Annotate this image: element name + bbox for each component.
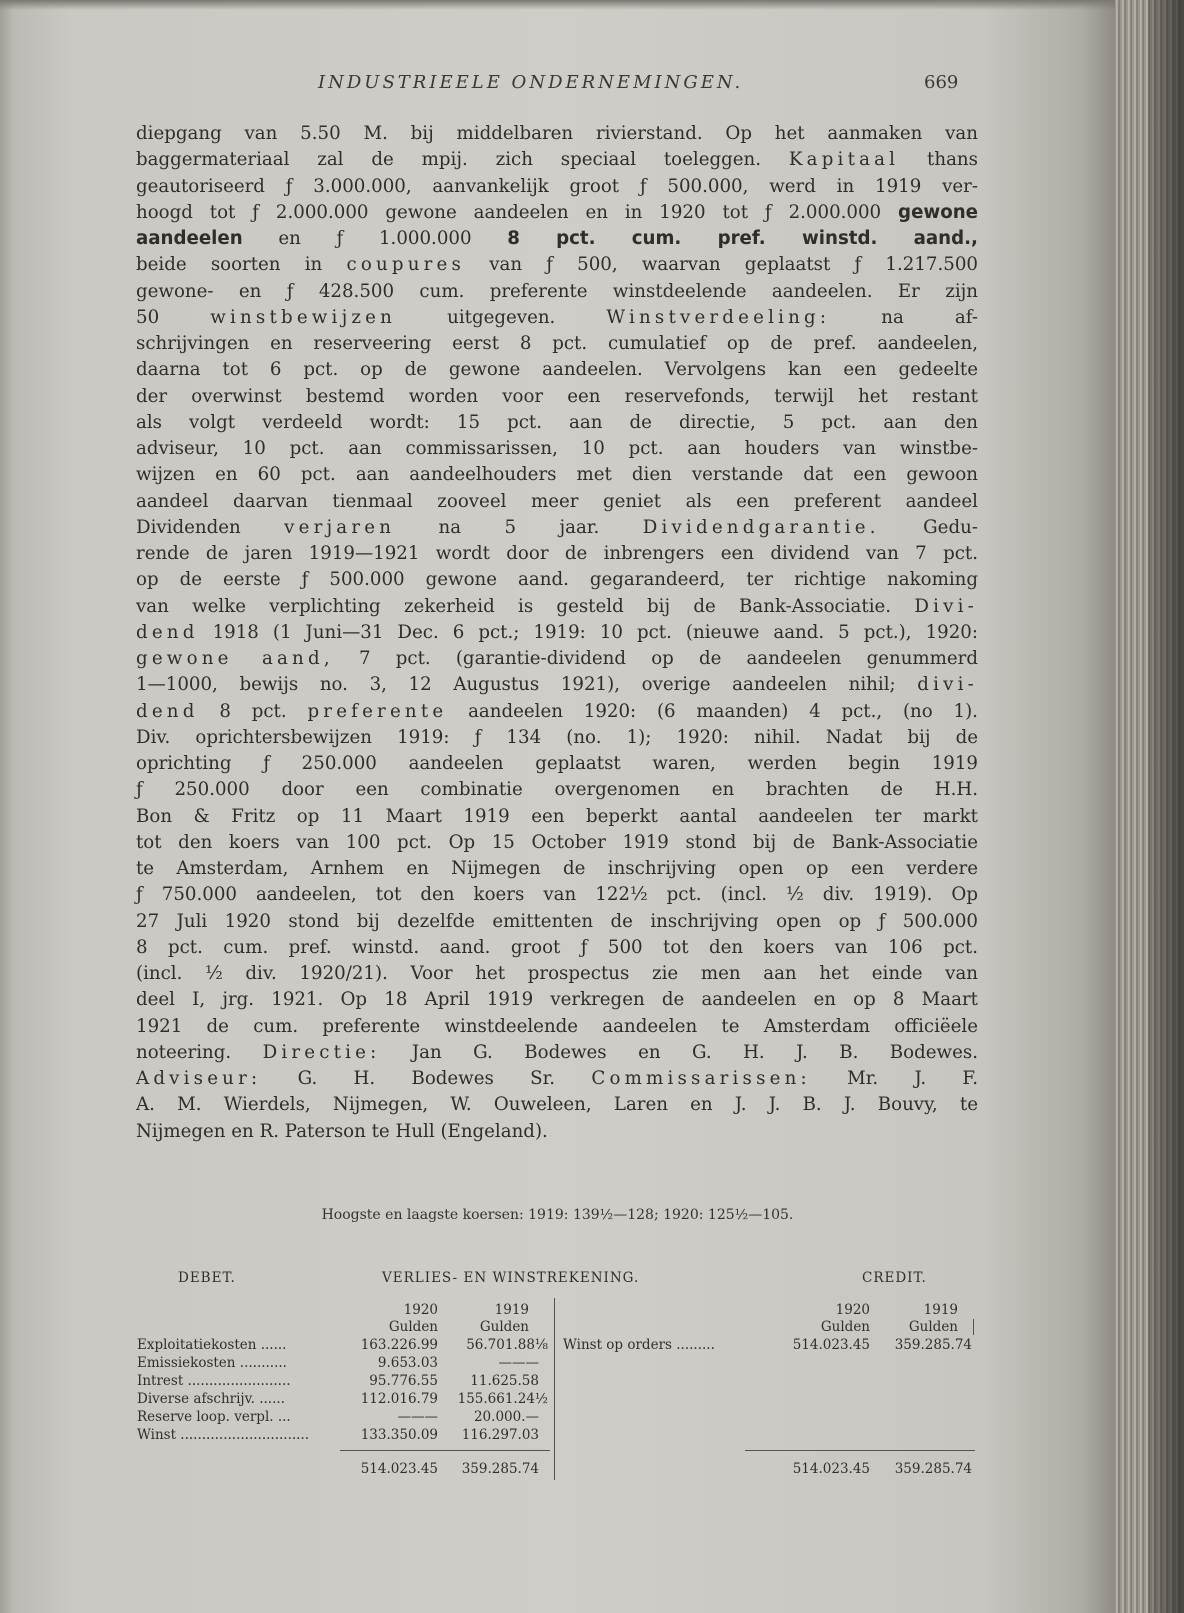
debit-row-label: Winst ..............................: [137, 1427, 310, 1443]
debit-year-1919: 1919: [494, 1302, 529, 1318]
debit-row-1920: 163.226.99: [360, 1337, 438, 1353]
debit-row-label: Intrest ........................: [137, 1373, 291, 1389]
text-line: 8 pct. cum. pref. winstd. aand. groot ƒ 500 tot den koers van 106 pct.: [136, 936, 978, 958]
text-line: 27 Juli 1920 stond bij dezelfde emittenten de inschrijving open op ƒ 500.000: [136, 910, 978, 932]
debit-row-1920: 112.016.79: [360, 1391, 438, 1407]
debit-row-1919: 11.625.58: [470, 1373, 539, 1389]
debit-row-label: Reserve loop. verpl. ...: [137, 1409, 291, 1425]
debit-row-label: Emissiekosten ...........: [137, 1355, 287, 1371]
debit-total-1919: 359.285.74: [461, 1461, 539, 1477]
credit-year-1920: 1920: [835, 1302, 870, 1318]
text-line: diepgang van 5.50 M. bij middelbaren rivierstand. Op het aanmaken van: [136, 123, 978, 144]
text-line: Dividenden verjaren na 5 jaar. Dividendgarantie. Gedu-: [136, 516, 978, 538]
text-line: Bon & Fritz op 11 Maart 1919 een beperkt aantal aandeelen ter markt: [136, 805, 978, 827]
debit-row-1920: 95.776.55: [369, 1373, 438, 1389]
debit-row-1920: ———: [397, 1409, 438, 1425]
debit-row-1919: 155.661.24½: [457, 1391, 548, 1407]
text-line: oprichting ƒ 250.000 aandeelen geplaatst waren, werden begin 1919: [136, 753, 978, 774]
text-line: dend 8 pct. preferente aandeelen 1920: (6 maanden) 4 pct., (no 1).: [136, 700, 978, 722]
debit-row-1920: 133.350.09: [360, 1427, 438, 1443]
text-line: aandeelen en ƒ 1.000.000 8 pct. cum. pref. winstd. aand.,: [136, 228, 978, 249]
debit-row-1920: 9.653.03: [377, 1355, 438, 1371]
text-line: ƒ 250.000 door een combinatie overgenomen en brachten de H.H.: [136, 779, 978, 801]
text-line: der overwinst bestemd worden voor een reservefonds, terwijl het restant: [136, 385, 978, 407]
text-line: (incl. ½ div. 1920/21). Voor het prospectus zie men aan het einde van: [136, 963, 978, 984]
credit-total-1919: 359.285.74: [894, 1461, 972, 1477]
column-divider: [554, 1298, 555, 1480]
text-line: op de eerste ƒ 500.000 gewone aand. gegarandeerd, ter richtige nakoming: [136, 569, 978, 591]
debit-row-1919: 20.000.—: [473, 1409, 539, 1425]
text-line: deel I, jrg. 1921. Op 18 April 1919 verkregen de aandeelen en op 8 Maart: [136, 989, 978, 1011]
text-line: beide soorten in coupures van ƒ 500, waarvan geplaatst ƒ 1.217.500: [136, 254, 978, 276]
credit-total-rule: [745, 1450, 975, 1451]
page-number: 669: [924, 72, 959, 93]
text-line: tot den koers van 100 pct. Op 15 October 1919 stond bij de Bank-Associatie: [136, 831, 978, 853]
text-line: wijzen en 60 pct. aan aandeelhouders met dien verstande dat een gewoon: [136, 464, 978, 486]
debit-total-rule: [340, 1450, 550, 1451]
debit-row-1919: ———: [498, 1355, 539, 1371]
debit-row-1919: 116.297.03: [461, 1427, 539, 1443]
debit-year-1920: 1920: [403, 1302, 438, 1318]
debit-row-1919: 56.701.88⅛: [466, 1337, 548, 1353]
text-line: dend 1918 (1 Juni—31 Dec. 6 pct.; 1919: 10 pct. (nieuwe aand. 5 pct.), 1920:: [136, 621, 978, 643]
text-line: geautoriseerd ƒ 3.000.000, aanvankelijk groot ƒ 500.000, werd in 1919 ver-: [136, 175, 978, 197]
credit-total-1920: 514.023.45: [792, 1461, 870, 1477]
text-line: Nijmegen en R. Paterson te Hull (Engeland).: [136, 1120, 548, 1142]
credit-row-1919: 359.285.74: [894, 1337, 972, 1353]
credit-currency-1919: Gulden: [908, 1319, 958, 1335]
text-line: adviseur, 10 pct. aan commissarissen, 10 pct. aan houders van winstbe-: [136, 438, 978, 459]
credit-row-1920: 514.023.45: [792, 1337, 870, 1353]
text-line: 50 winstbewijzen uitgegeven. Winstverdeeling: na af-: [136, 306, 978, 328]
credit-label: CREDIT.: [862, 1270, 927, 1286]
text-line: 1921 de cum. preferente winstdeelende aandeelen te Amsterdam officiëele: [136, 1015, 978, 1037]
debet-label: DEBET.: [178, 1270, 236, 1286]
text-line: Adviseur: G. H. Bodewes Sr. Commissarissen: Mr. J. F.: [136, 1068, 978, 1089]
debit-row-label: Diverse afschrijv. ......: [137, 1391, 285, 1407]
text-line: aandeel daarvan tienmaal zooveel meer geniet als een preferent aandeel: [136, 490, 978, 512]
text-line: te Amsterdam, Arnhem en Nijmegen de inschrijving open op een verdere: [136, 858, 978, 879]
text-line: Div. oprichtersbewijzen 1919: ƒ 134 (no. 1); 1920: nihil. Nadat bij de: [136, 726, 978, 748]
debit-currency-1919: Gulden: [479, 1319, 529, 1335]
text-line: gewone- en ƒ 428.500 cum. preferente winstdeelende aandeelen. Er zijn: [136, 280, 978, 302]
text-line: ƒ 750.000 aandeelen, tot den koers van 122½ pct. (incl. ½ div. 1919). Op: [136, 884, 978, 906]
credit-year-1919: 1919: [923, 1302, 958, 1318]
account-title: VERLIES- EN WINSTREKENING.: [382, 1270, 640, 1286]
text-line: daarna tot 6 pct. op de gewone aandeelen. Vervolgens kan een gedeelte: [136, 359, 978, 381]
column-divider-right: [973, 1319, 974, 1335]
book-edge-shadow: [1148, 0, 1184, 1613]
debit-row-label: Exploitatiekosten ......: [137, 1337, 287, 1353]
text-line: rende de jaren 1919—1921 wordt door de inbrengers een dividend van 7 pct.: [136, 543, 978, 564]
debit-total-1920: 514.023.45: [360, 1461, 438, 1477]
debit-currency-1920: Gulden: [388, 1319, 438, 1335]
credit-currency-1920: Gulden: [820, 1319, 870, 1335]
text-line: van welke verplichting zekerheid is gesteld bij de Bank-Associatie. Divi-: [136, 595, 978, 617]
text-line: schrijvingen en reserveering eerst 8 pct. cumulatief op de pref. aandeelen,: [136, 333, 978, 354]
text-line: A. M. Wierdels, Nijmegen, W. Ouweleen, Laren en J. J. B. J. Bouvy, te: [136, 1094, 978, 1116]
text-line: baggermateriaal zal de mpij. zich speciaal toeleggen. Kapitaal thans: [136, 149, 978, 171]
text-line: hoogd tot ƒ 2.000.000 gewone aandeelen en in 1920 tot ƒ 2.000.000 gewone: [136, 201, 978, 223]
running-header-title: INDUSTRIEELE ONDERNEMINGEN.: [318, 72, 744, 93]
text-line: 1—1000, bewijs no. 3, 12 Augustus 1921), overige aandeelen nihil; divi-: [136, 674, 978, 696]
credit-row-label: Winst op orders .........: [563, 1337, 715, 1353]
text-line: noteering. Directie: Jan G. Bodewes en G. H. J. B. Bodewes.: [136, 1041, 978, 1063]
text-line: als volgt verdeeld wordt: 15 pct. aan de directie, 5 pct. aan den: [136, 411, 978, 433]
text-line: gewone aand, 7 pct. (garantie-dividend op de aandeelen genummerd: [136, 648, 978, 669]
price-quotes: Hoogste en laagste koersen: 1919: 139½—128; 1920: 125½—105.: [321, 1207, 794, 1223]
